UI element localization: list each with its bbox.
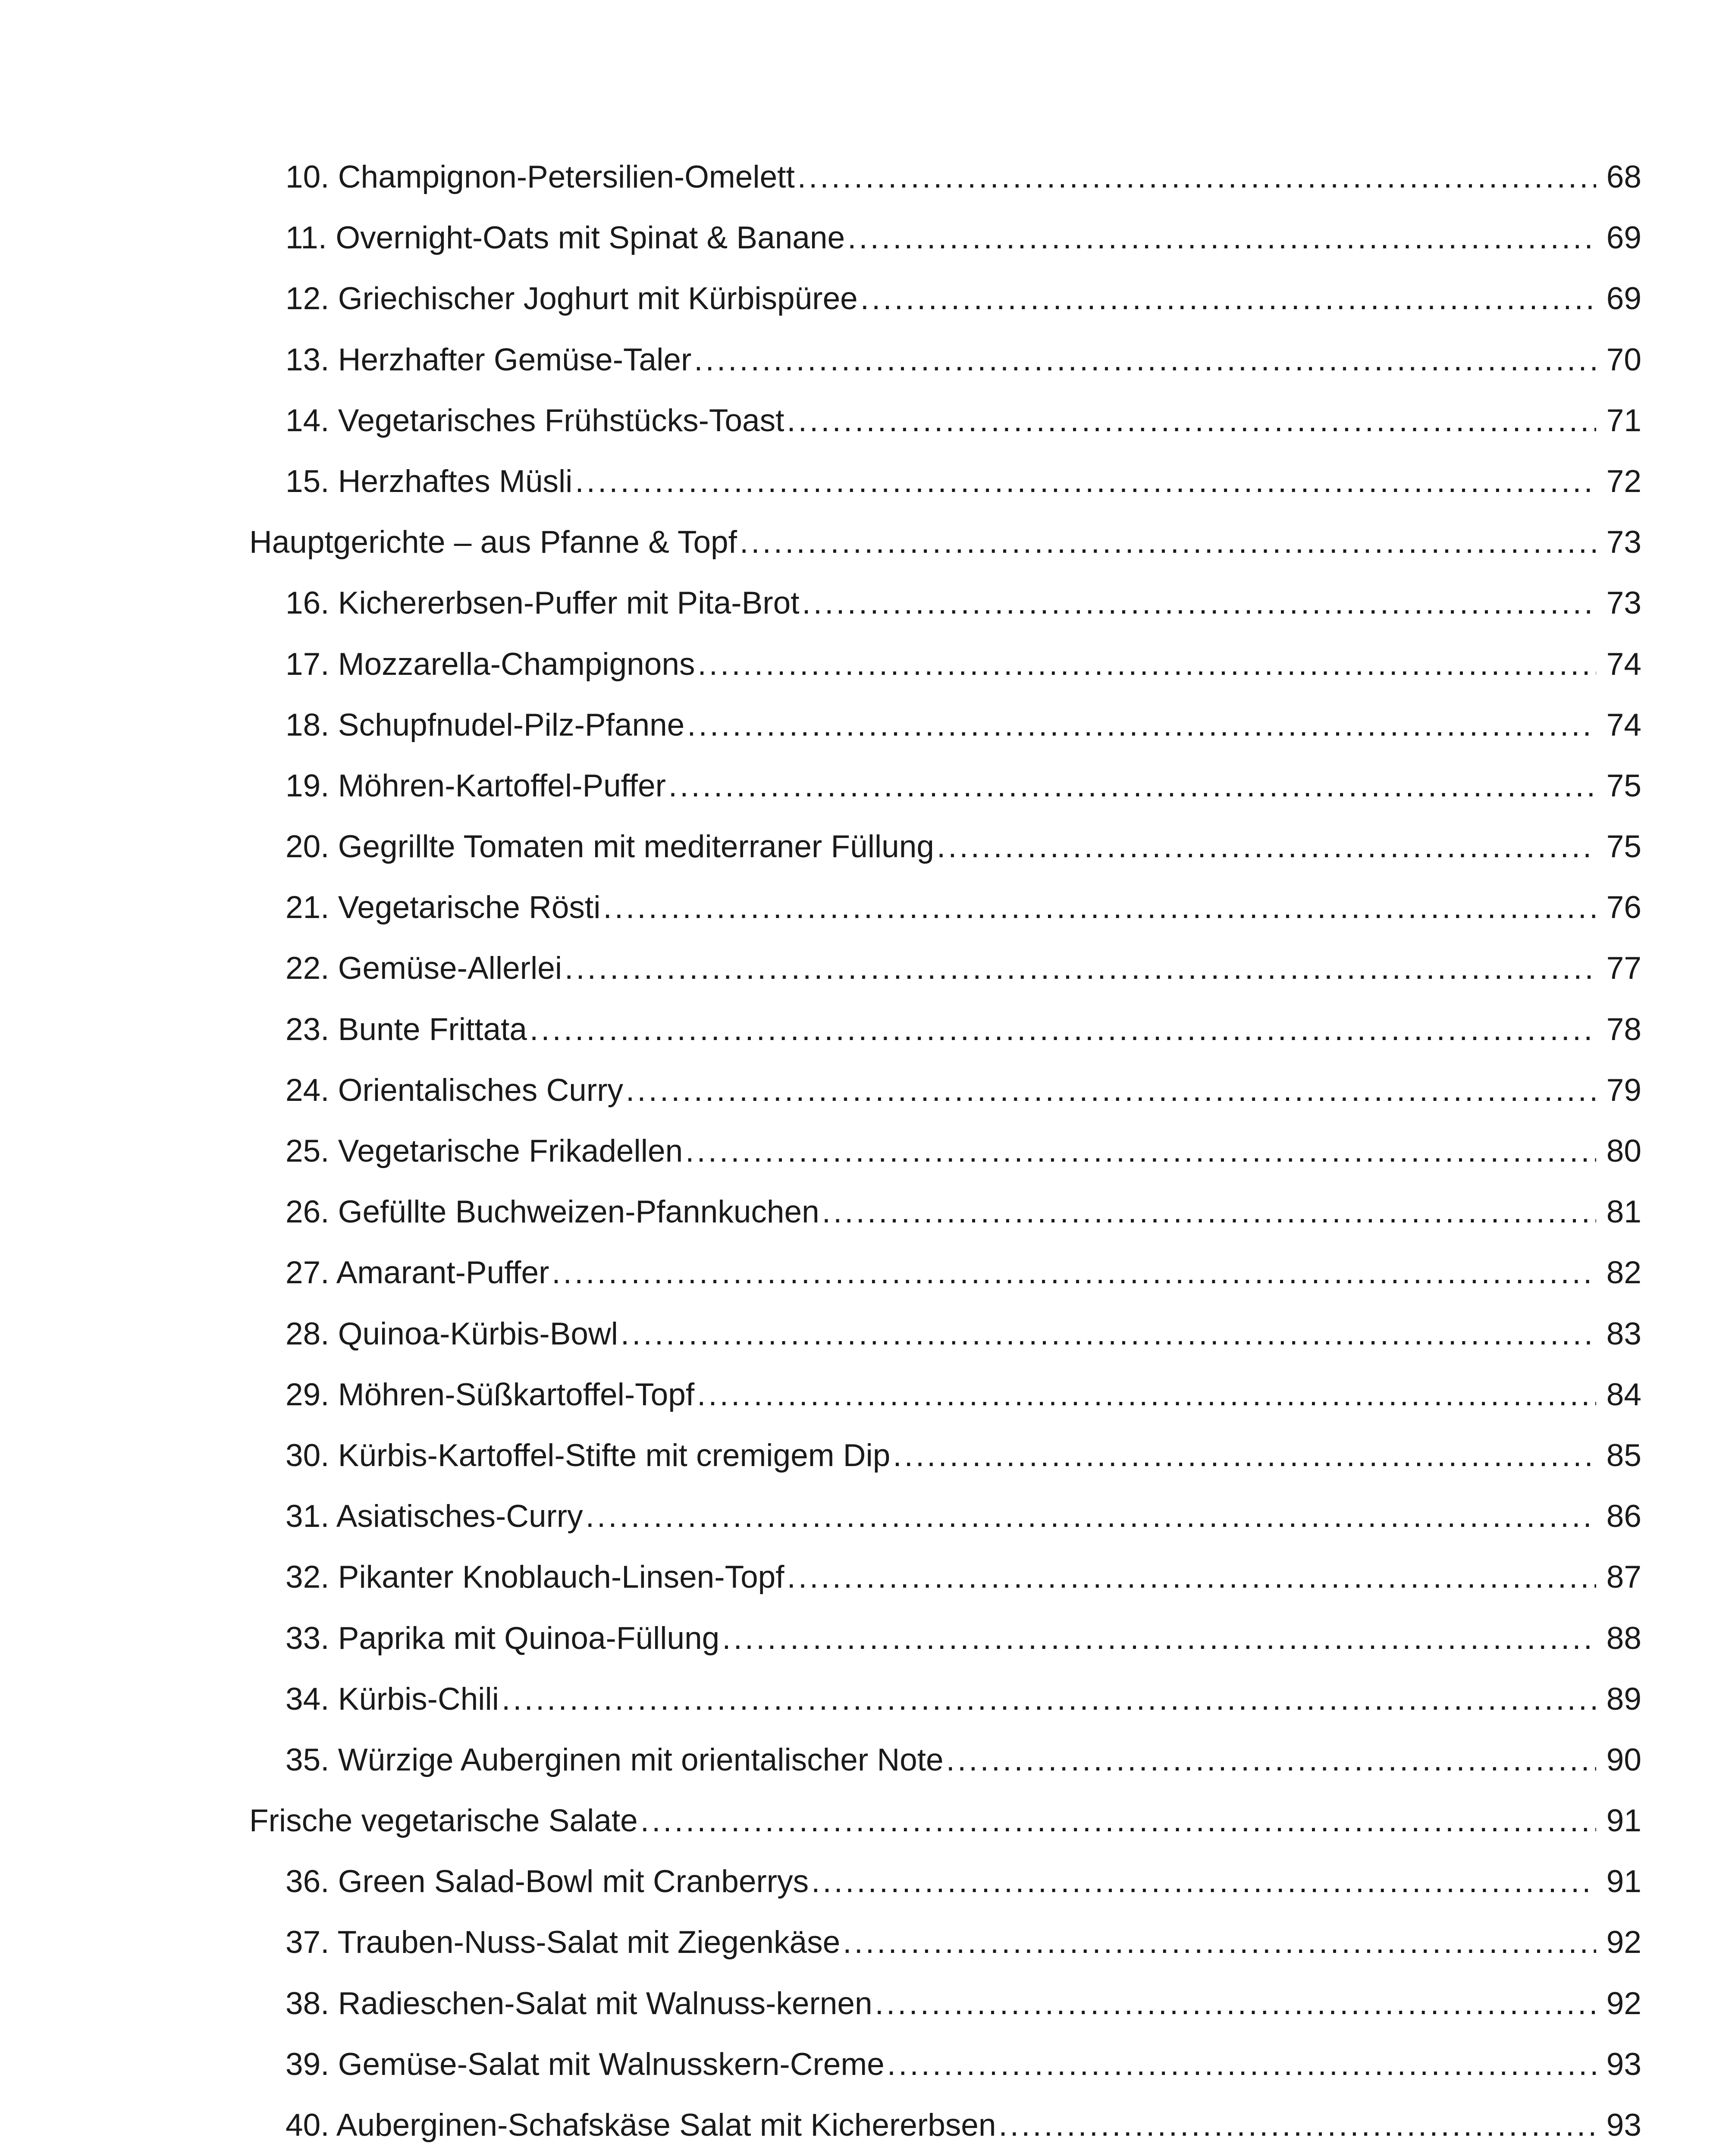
toc-page-number: 68	[1606, 160, 1641, 194]
dot-leader	[875, 1973, 1596, 2034]
dot-leader	[621, 1304, 1596, 1364]
dot-leader	[787, 1547, 1596, 1608]
toc-page-number: 69	[1606, 220, 1641, 256]
toc-entry-title: 35. Würzige Auberginen mit orientalischer Note	[286, 1742, 944, 1777]
toc-entry[interactable]	[249, 755, 1641, 816]
toc-section-heading[interactable]	[249, 1790, 1641, 1851]
toc-entry-title: 34. Kürbis-Chili	[286, 1681, 499, 1717]
toc-entry-title: 38. Radieschen-Salat mit Walnuss-kernen	[286, 1986, 872, 2021]
toc-entry-title: 12. Griechischer Joghurt mit Kürbispüree	[286, 281, 858, 317]
toc-entry[interactable]	[249, 1851, 1641, 1912]
dot-leader	[697, 634, 1596, 695]
toc-entry-title: 24. Orientalisches Curry	[286, 1072, 624, 1108]
toc-page-number: 83	[1606, 1316, 1641, 1351]
toc-page-number: 74	[1606, 646, 1641, 682]
toc-entry-title: 37. Trauben-Nuss-Salat mit Ziegenkäse	[286, 1925, 841, 1960]
toc-entry[interactable]	[249, 1181, 1641, 1242]
toc-entry[interactable]	[249, 877, 1641, 938]
toc-page-number: 91	[1606, 1803, 1641, 1839]
toc-entry[interactable]	[249, 816, 1641, 877]
toc-page-number: 78	[1606, 1012, 1641, 1047]
toc-entry[interactable]	[249, 999, 1641, 1060]
toc-entry-title: 13. Herzhafter Gemüse-Taler	[286, 342, 692, 377]
toc-entry[interactable]	[249, 1060, 1641, 1121]
toc-entry[interactable]	[249, 451, 1641, 512]
toc-entry-title: 15. Herzhaftes Müsli	[286, 464, 573, 499]
toc-entry-title: 20. Gegrillte Tomaten mit mediterraner Füllung	[286, 829, 934, 865]
toc-page-number: 73	[1606, 525, 1641, 560]
toc-entry-title: 22. Gemüse-Allerlei	[286, 951, 562, 986]
toc-entry-title: 21. Vegetarische Rösti	[286, 890, 601, 925]
toc-entry-title: 18. Schupfnudel-Pilz-Pfanne	[286, 707, 685, 743]
toc-entry[interactable]	[249, 1242, 1641, 1303]
dot-leader	[893, 1425, 1596, 1486]
toc-entry-title: 16. Kichererbsen-Puffer mit Pita-Brot	[286, 586, 800, 621]
dot-leader	[937, 816, 1596, 877]
toc-entry-title: 14. Vegetarisches Frühstücks-Toast	[286, 403, 784, 438]
toc-entry[interactable]	[249, 1547, 1641, 1608]
dot-leader	[802, 573, 1597, 633]
toc-entry-title: 36. Green Salad-Bowl mit Cranberrys	[286, 1864, 809, 1899]
dot-leader	[668, 755, 1596, 816]
toc-page-number: 93	[1606, 2046, 1641, 2082]
toc-entry[interactable]	[249, 1912, 1641, 1973]
toc-page-number: 84	[1606, 1377, 1641, 1412]
dot-leader	[787, 390, 1596, 451]
dot-leader	[565, 938, 1596, 999]
dot-leader	[552, 1242, 1596, 1303]
toc-entry-title: 28. Quinoa-Kürbis-Bowl	[286, 1316, 618, 1351]
toc-entry[interactable]	[249, 1364, 1641, 1425]
dot-leader	[999, 2095, 1597, 2156]
toc-page-number: 89	[1606, 1681, 1641, 1717]
toc-entry-title: 27. Amarant-Puffer	[286, 1255, 549, 1291]
toc-entry-title: 11. Overnight-Oats mit Spinat & Banane	[286, 220, 845, 256]
dot-leader	[697, 1364, 1596, 1425]
toc-entry[interactable]	[249, 1973, 1641, 2034]
toc-section-heading[interactable]	[249, 512, 1641, 573]
toc-page-number: 75	[1606, 829, 1641, 865]
dot-leader	[502, 1669, 1596, 1730]
toc-page-number: 92	[1606, 1925, 1641, 1960]
dot-leader	[822, 1181, 1596, 1242]
dot-leader	[946, 1730, 1596, 1790]
dot-leader	[722, 1608, 1596, 1669]
toc-page-number: 90	[1606, 1742, 1641, 1777]
dot-leader	[685, 1121, 1596, 1181]
dot-leader	[640, 1790, 1596, 1851]
dot-leader	[887, 2034, 1596, 2095]
toc-entry[interactable]	[249, 1304, 1641, 1364]
toc-page-number: 73	[1606, 586, 1641, 621]
toc-entry-title: 32. Pikanter Knoblauch-Linsen-Topf	[286, 1560, 784, 1595]
toc-entry[interactable]	[249, 938, 1641, 999]
dot-leader	[687, 695, 1596, 755]
dot-leader	[740, 512, 1596, 573]
toc-page-number: 71	[1606, 403, 1641, 438]
toc-entry[interactable]	[249, 1121, 1641, 1181]
toc-entry[interactable]	[249, 573, 1641, 633]
toc-page-number: 77	[1606, 951, 1641, 986]
toc-entry-title: 10. Champignon-Petersilien-Omelett	[286, 160, 795, 194]
dot-leader	[694, 329, 1596, 390]
dot-leader	[530, 999, 1596, 1060]
toc-entry[interactable]	[249, 2095, 1641, 2156]
toc-entry-title: Frische vegetarische Salate	[249, 1803, 638, 1839]
toc-entry-title: 25. Vegetarische Frikadellen	[286, 1134, 683, 1169]
toc-entry-title: 17. Mozzarella-Champignons	[286, 646, 695, 682]
toc-page-number: 92	[1606, 1986, 1641, 2021]
toc-page-number: 69	[1606, 281, 1641, 317]
toc-entry-title: 19. Möhren-Kartoffel-Puffer	[286, 768, 666, 803]
toc-entry[interactable]	[249, 268, 1641, 329]
toc-page-number: 82	[1606, 1255, 1641, 1291]
toc-entry[interactable]	[249, 207, 1641, 268]
dot-leader	[586, 1486, 1596, 1547]
toc-entry-title: 30. Kürbis-Kartoffel-Stifte mit cremigem Dip	[286, 1438, 891, 1473]
toc-page-number: 80	[1606, 1134, 1641, 1169]
toc-entry[interactable]	[249, 1669, 1641, 1730]
toc-page-number: 75	[1606, 768, 1641, 803]
dot-leader	[847, 207, 1596, 268]
toc-entry[interactable]	[249, 390, 1641, 451]
toc-entry-title: 29. Möhren-Süßkartoffel-Topf	[286, 1377, 695, 1412]
toc-entry[interactable]	[249, 2034, 1641, 2095]
toc-entry[interactable]	[249, 1730, 1641, 1790]
toc-page-number: 70	[1606, 342, 1641, 377]
table-of-contents	[249, 147, 1641, 2156]
toc-page-number: 85	[1606, 1438, 1641, 1473]
dot-leader	[811, 1851, 1596, 1912]
dot-leader	[843, 1912, 1596, 1973]
toc-page-number: 87	[1606, 1560, 1641, 1595]
toc-entry-title: 26. Gefüllte Buchweizen-Pfannkuchen	[286, 1194, 819, 1230]
dot-leader	[860, 268, 1596, 329]
dot-leader	[603, 877, 1596, 938]
toc-entry-title: 40. Auberginen-Schafskäse Salat mit Kichererbsen	[286, 2108, 996, 2143]
toc-entry[interactable]	[249, 1425, 1641, 1486]
toc-page-number: 86	[1606, 1499, 1641, 1534]
dot-leader	[797, 147, 1596, 207]
toc-entry-title: 31. Asiatisches-Curry	[286, 1499, 583, 1534]
toc-page-number: 72	[1606, 464, 1641, 499]
toc-page-number: 79	[1606, 1072, 1641, 1108]
toc-page-number: 74	[1606, 707, 1641, 743]
dot-leader	[575, 451, 1596, 512]
toc-entry[interactable]	[249, 695, 1641, 755]
toc-page-number: 88	[1606, 1620, 1641, 1656]
toc-entry[interactable]	[249, 634, 1641, 695]
toc-page-number: 81	[1606, 1194, 1641, 1230]
toc-entry[interactable]	[249, 1608, 1641, 1669]
toc-entry-title: 23. Bunte Frittata	[286, 1012, 527, 1047]
toc-entry-title: 39. Gemüse-Salat mit Walnusskern-Creme	[286, 2046, 885, 2082]
toc-page-number: 93	[1606, 2108, 1641, 2143]
dot-leader	[626, 1060, 1596, 1121]
toc-entry[interactable]	[249, 147, 1641, 207]
toc-entry-title: Hauptgerichte – aus Pfanne & Topf	[249, 525, 737, 560]
toc-page-number: 76	[1606, 890, 1641, 925]
toc-page-number: 91	[1606, 1864, 1641, 1899]
toc-entry[interactable]	[249, 1486, 1641, 1547]
toc-entry-title: 33. Paprika mit Quinoa-Füllung	[286, 1620, 720, 1656]
toc-entry[interactable]	[249, 329, 1641, 390]
